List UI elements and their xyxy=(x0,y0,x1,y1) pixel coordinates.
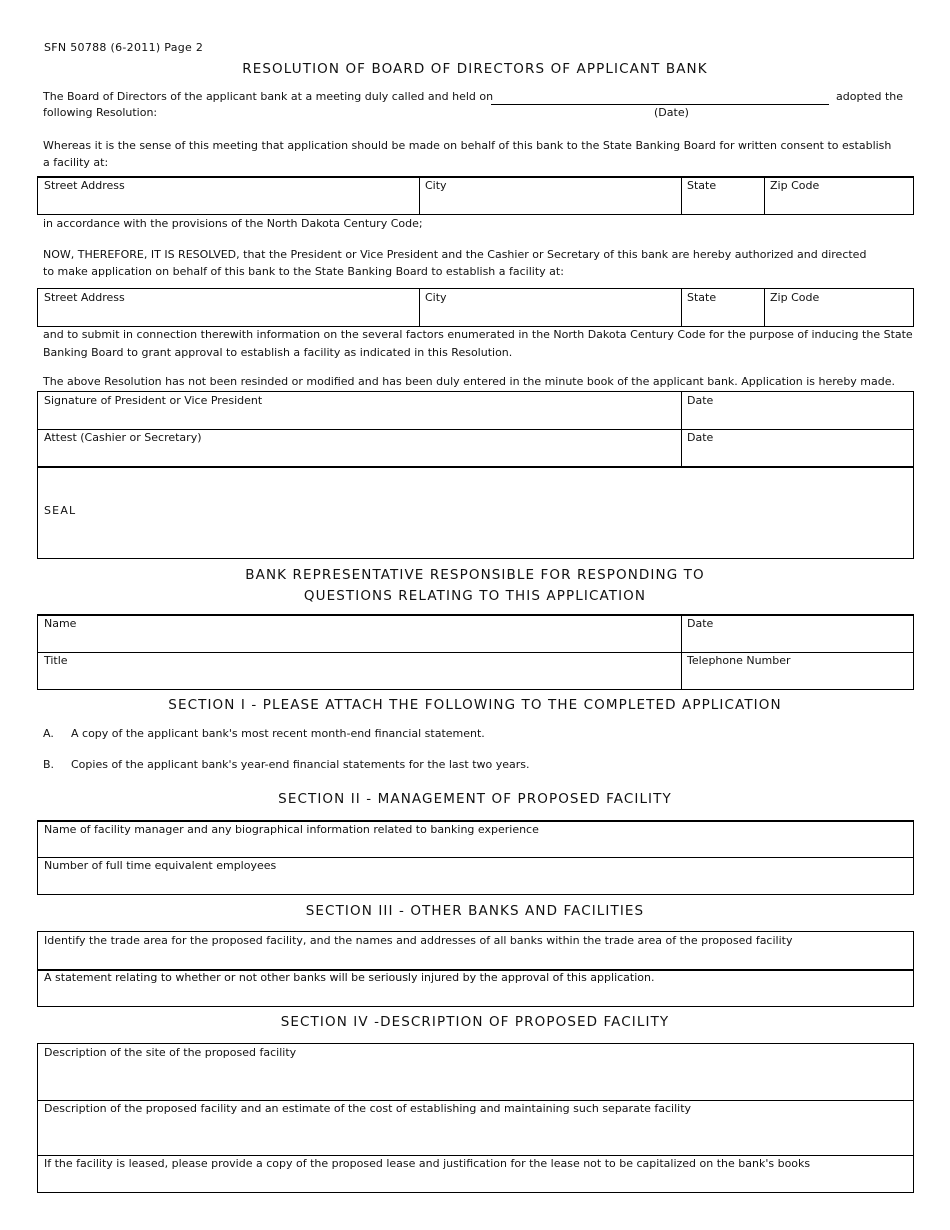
rep-title-label: Title xyxy=(44,654,68,667)
attest-date-label: Date xyxy=(687,431,714,444)
section-4-table xyxy=(37,1043,914,1193)
state-label: State xyxy=(687,179,717,192)
site-description-label: Description of the site of the proposed facility xyxy=(44,1046,297,1059)
trade-area-input[interactable] xyxy=(42,949,910,967)
accordance-text: in accordance with the provisions of the North Dakota Century Code; xyxy=(43,217,423,230)
section-3-table xyxy=(37,931,914,1007)
section-1-item-a-text: A copy of the applicant bank's most recent month-end financial statement. xyxy=(71,727,485,740)
section-2-title: SECTION II - MANAGEMENT OF PROPOSED FACILITY xyxy=(278,791,672,807)
meeting-date-input[interactable] xyxy=(491,88,829,105)
city-label: City xyxy=(425,179,447,192)
representative-table xyxy=(37,614,914,690)
city-label: City xyxy=(425,291,447,304)
zip-code-label: Zip Code xyxy=(770,291,820,304)
attest-date-input[interactable] xyxy=(685,446,911,464)
section-1-title: SECTION I - PLEASE ATTACH THE FOLLOWING TO THE COMPLETED APPLICATION xyxy=(168,697,782,713)
street-address-label: Street Address xyxy=(44,291,125,304)
resolution-title: RESOLUTION OF BOARD OF DIRECTORS OF APPLICANT BANK xyxy=(242,61,708,77)
rep-phone-label: Telephone Number xyxy=(687,654,791,667)
attest-label: Attest (Cashier or Secretary) xyxy=(44,431,202,444)
facility-manager-label: Name of facility manager and any biographical information related to banking experience xyxy=(44,823,539,836)
whereas-line-2: a facility at: xyxy=(43,156,109,169)
injury-statement-label: A statement relating to whether or not other banks will be seriously injured by the approval of this application. xyxy=(44,971,655,984)
zip-code-label: Zip Code xyxy=(770,179,820,192)
street-address-input-2[interactable] xyxy=(42,306,416,324)
above-resolution-text: The above Resolution has not been resinded or modified and has been duly entered in the minute book of the applicant bank. Application is hereby made. xyxy=(43,375,896,388)
city-input-2[interactable] xyxy=(423,306,678,324)
trade-area-label: Identify the trade area for the proposed facility, and the names and addresses of all banks within the trade area of the proposed facility xyxy=(44,934,793,947)
signature-date-label: Date xyxy=(687,394,714,407)
attest-input[interactable] xyxy=(42,446,678,464)
rep-date-input[interactable] xyxy=(685,632,911,650)
facility-address-table-2 xyxy=(37,288,914,327)
signature-label: Signature of President or Vice President xyxy=(44,394,263,407)
facility-manager-input[interactable] xyxy=(42,838,910,856)
submit-line-2: Banking Board to grant approval to establish a facility as indicated in this Resolution. xyxy=(43,346,513,359)
section-2-table xyxy=(37,820,914,895)
rep-date-label: Date xyxy=(687,617,714,630)
rep-name-label: Name xyxy=(44,617,77,630)
injury-statement-input[interactable] xyxy=(42,986,910,1004)
following-resolution-text: following Resolution: xyxy=(43,106,158,119)
whereas-line-1: Whereas it is the sense of this meeting that application should be made on behalf of this bank to the State Banking Board for written consent to establish xyxy=(43,139,892,152)
section-1-item-a-letter: A. xyxy=(43,727,54,740)
signature-table xyxy=(37,391,914,559)
state-label: State xyxy=(687,291,717,304)
rep-phone-input[interactable] xyxy=(685,669,911,687)
facility-address-table-1 xyxy=(37,176,914,215)
rep-title-input[interactable] xyxy=(42,669,678,687)
representative-title-line-2: QUESTIONS RELATING TO THIS APPLICATION xyxy=(303,588,647,604)
employees-input[interactable] xyxy=(42,874,910,892)
section-1-item-b-text: Copies of the applicant bank's year-end financial statements for the last two years. xyxy=(71,758,530,771)
date-caption: (Date) xyxy=(654,106,689,119)
resolution-intro-text: The Board of Directors of the applicant bank at a meeting duly called and held on xyxy=(43,90,494,103)
submit-line-1: and to submit in connection therewith information on the several factors enumerated in the North Dakota Century Code for the purpose of inducing the State xyxy=(43,328,913,341)
seal-label: SEAL xyxy=(44,504,77,517)
rep-name-input[interactable] xyxy=(42,632,678,650)
representative-title-line-1: BANK REPRESENTATIVE RESPONSIBLE FOR RESPONDING TO xyxy=(245,567,705,583)
lease-input[interactable] xyxy=(42,1172,910,1190)
street-address-input-1[interactable] xyxy=(42,194,416,212)
zip-code-input-2[interactable] xyxy=(768,306,910,324)
employees-label: Number of full time equivalent employees xyxy=(44,859,277,872)
state-input-2[interactable] xyxy=(685,306,761,324)
lease-label: If the facility is leased, please provide a copy of the proposed lease and justification for the lease not to be capitalized on the bank's books xyxy=(44,1157,811,1170)
facility-description-input[interactable] xyxy=(42,1117,910,1153)
zip-code-input-1[interactable] xyxy=(768,194,910,212)
street-address-label: Street Address xyxy=(44,179,125,192)
section-3-title: SECTION III - OTHER BANKS AND FACILITIES xyxy=(305,903,645,919)
facility-description-label: Description of the proposed facility and an estimate of the cost of establishing and maintaining such separate facility xyxy=(44,1102,692,1115)
section-1-item-b-letter: B. xyxy=(43,758,55,771)
signature-input[interactable] xyxy=(42,409,678,427)
section-4-title: SECTION IV -DESCRIPTION OF PROPOSED FACILITY xyxy=(280,1014,670,1030)
adopted-the-text: adopted the xyxy=(836,90,904,103)
resolved-line-1: NOW, THEREFORE, IT IS RESOLVED, that the President or Vice President and the Cashier or Secretary of this bank are hereby authorized and directed xyxy=(43,248,867,261)
site-description-input[interactable] xyxy=(42,1061,910,1098)
city-input-1[interactable] xyxy=(423,194,678,212)
form-number: SFN 50788 (6-2011) Page 2 xyxy=(44,41,204,54)
signature-date-input[interactable] xyxy=(685,409,911,427)
resolved-line-2: to make application on behalf of this bank to the State Banking Board to establish a facility at: xyxy=(43,265,564,278)
state-input-1[interactable] xyxy=(685,194,761,212)
